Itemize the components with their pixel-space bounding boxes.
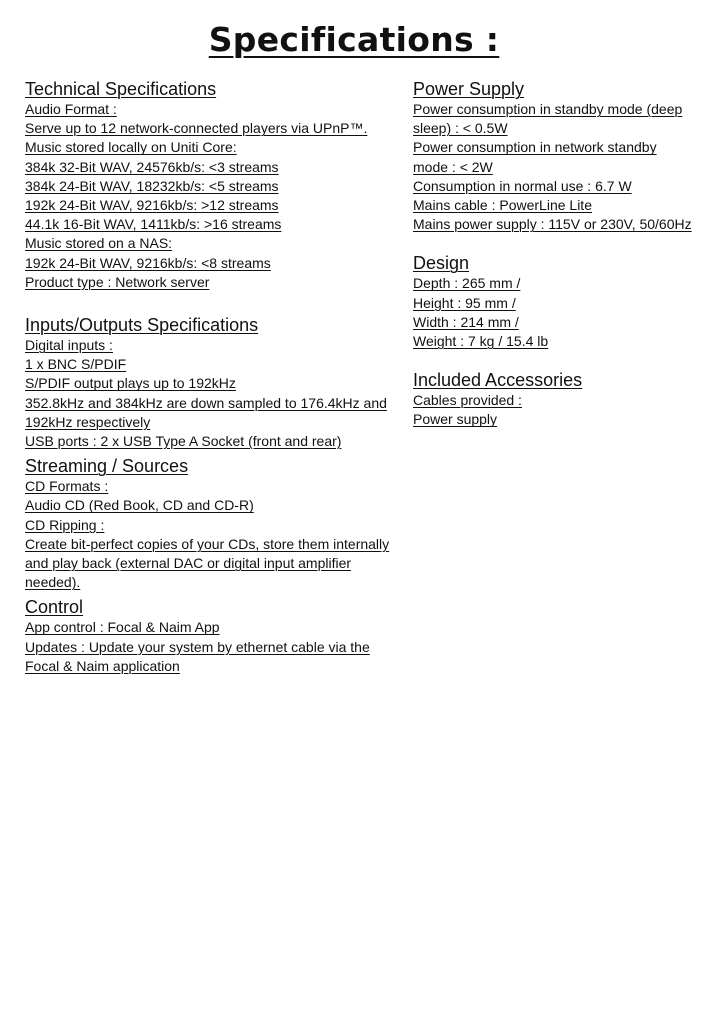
spec-line: 192k 24-Bit WAV, 9216kb/s: >12 streams [25,197,279,214]
spec-line: Focal & Naim application [25,657,180,674]
spec-line: 192k 24-Bit WAV, 9216kb/s: <8 streams [25,254,271,271]
design-heading: Design [413,253,470,274]
spec-line: Cables provided : [413,392,522,409]
spec-line: 384k 24-Bit WAV, 18232kb/s: <5 streams [25,177,279,194]
spec-line: Audio Format : [25,101,117,117]
power-supply-heading: Power Supply [413,79,525,99]
spec-line: Depth : 265 mm / [413,275,521,292]
page-title [0,20,708,59]
spec-line: 44.1k 16-Bit WAV, 1411kb/s: >16 streams [25,216,282,233]
spec-line: and play back (external DAC or digital input amplifier [25,555,352,572]
spec-line: Product type : Network server [25,273,210,290]
spec-line: Mains power supply : 115V or 230V, 50/60Hz [413,216,692,233]
section-spacer [25,292,415,310]
spec-line: USB ports : 2 x USB Type A Socket (front and rear) [25,433,342,450]
technical-specifications-heading: Technical Specifications [25,79,217,99]
page-title-text: Specifications : [208,20,500,59]
spec-line: Serve up to 12 network-connected players via UPnP™. [25,120,368,137]
spec-line: Updates : Update your system by ethernet cable via the [25,638,370,655]
spec-line: App control : Focal & Naim App [25,619,220,636]
spec-line: Music stored locally on Uniti Core: [25,139,237,156]
spec-line: Digital inputs : [25,337,113,354]
right-column [413,74,705,430]
spec-line: CD Formats : [25,478,109,495]
spec-line: Height : 95 mm / [413,294,516,311]
spec-line: Music stored on a NAS: [25,235,173,252]
control-section [25,596,415,676]
control-heading: Control [25,597,84,618]
spec-line: 352.8kHz and 384kHz are down sampled to 176.4kHz and [25,394,387,411]
inputs-outputs-heading: Inputs/Outputs Specifications [25,315,259,336]
spec-line: 384k 32-Bit WAV, 24576kb/s: <3 streams [25,158,279,175]
spec-line: Power consumption in network standby [413,139,657,156]
left-column [25,74,415,676]
spec-line: needed). [25,574,81,591]
spec-line: sleep) : < 0.5W [413,120,508,137]
design-section [413,252,705,351]
spec-line: S/PDIF output plays up to 192kHz [25,375,236,392]
spec-line: Weight : 7 kg / 15.4 lb [413,333,549,350]
spec-line: Mains cable : PowerLine Lite [413,197,592,214]
spec-line: Width : 214 mm / [413,313,519,330]
inputs-outputs-section [25,314,415,451]
spec-line: Power consumption in standby mode (deep [413,101,683,117]
power-supply-section [413,78,705,234]
section-spacer [413,351,705,365]
streaming-sources-heading: Streaming / Sources [25,456,189,477]
technical-specifications-section [25,78,415,292]
spec-line: 1 x BNC S/PDIF [25,356,127,373]
included-accessories-section [413,369,705,429]
spec-line: Create bit-perfect copies of your CDs, store them internally [25,535,390,552]
spec-line: Consumption in normal use : 6.7 W [413,177,632,194]
spec-line: CD Ripping : [25,516,105,533]
spec-line: mode : < 2W [413,158,493,175]
included-accessories-heading: Included Accessories [413,370,583,391]
spec-line: Power supply [413,411,498,428]
section-spacer [413,234,705,248]
spec-line: Audio CD (Red Book, CD and CD-R) [25,497,254,514]
streaming-sources-section [25,455,415,592]
spec-line: 192kHz respectively [25,413,151,430]
